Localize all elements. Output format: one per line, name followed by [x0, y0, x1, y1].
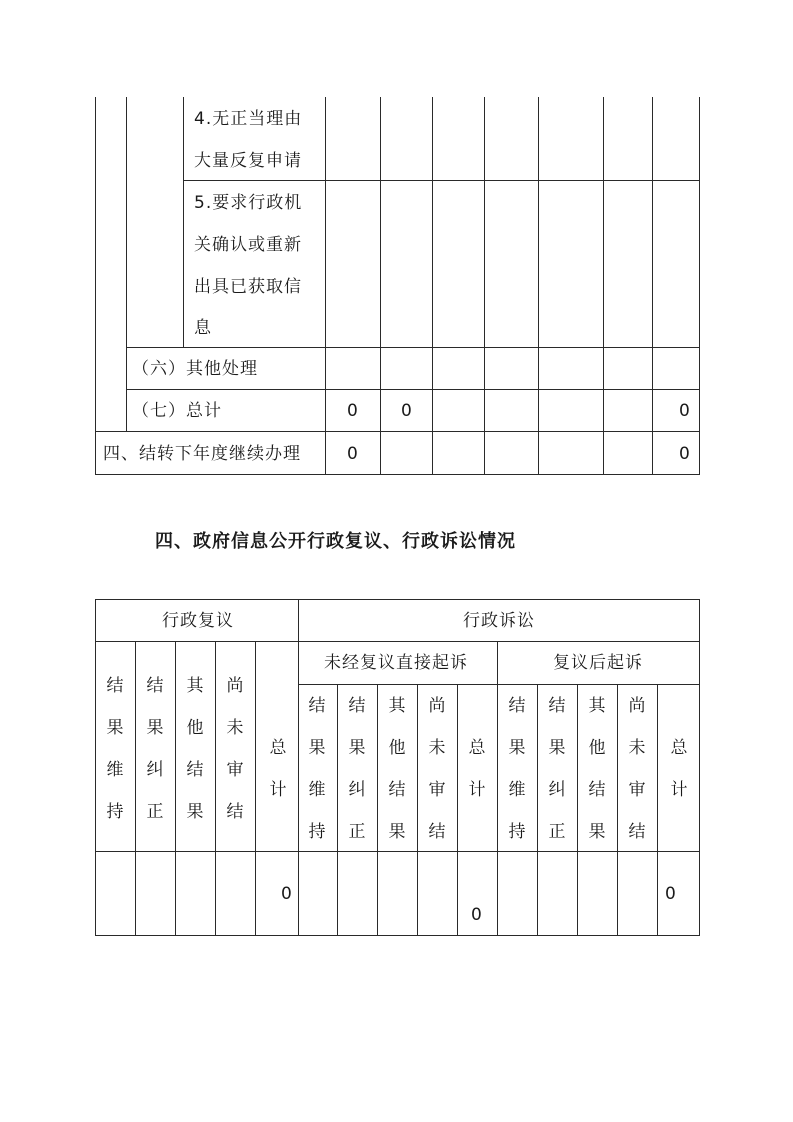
after-review-total-value: 0 — [665, 884, 676, 904]
column-header-char: 正 — [348, 822, 366, 842]
column-header-char: 审 — [226, 760, 244, 780]
row-label: （七）总计 — [132, 401, 222, 421]
grid-line — [95, 851, 699, 852]
column-header-char: 结 — [348, 696, 366, 716]
column-header-char: 果 — [588, 822, 606, 842]
column-header-char: 果 — [106, 718, 124, 738]
column-header-char: 总 — [468, 738, 486, 758]
cell-value: 0 — [401, 401, 412, 421]
column-header-char: 持 — [308, 822, 326, 842]
cell-value: 0 — [347, 401, 358, 421]
grid-line — [255, 641, 256, 936]
column-header-char: 未 — [226, 718, 244, 738]
column-header-char: 果 — [308, 738, 326, 758]
column-header-char: 果 — [348, 738, 366, 758]
row-label: 大量反复申请 — [194, 151, 302, 171]
column-header-char: 计 — [269, 780, 287, 800]
grid-line — [175, 641, 176, 936]
column-header-char: 计 — [468, 780, 486, 800]
row-label: （六）其他处理 — [132, 359, 258, 379]
column-header-char: 持 — [508, 822, 526, 842]
section-title: 四、政府信息公开行政复议、行政诉讼情况 — [155, 531, 516, 552]
column-header-char: 结 — [588, 780, 606, 800]
column-header-char: 果 — [186, 802, 204, 822]
column-header-char: 果 — [508, 738, 526, 758]
row-label: 出具已获取信 — [194, 277, 302, 297]
grid-line — [577, 684, 578, 936]
column-header-char: 果 — [146, 718, 164, 738]
litigation-header: 行政诉讼 — [463, 611, 535, 631]
grid-line — [417, 684, 418, 936]
grid-line — [537, 684, 538, 936]
column-header-char: 持 — [106, 802, 124, 822]
grid-line — [95, 935, 699, 936]
column-header-char: 结 — [428, 822, 446, 842]
grid-line — [298, 599, 299, 936]
grid-line — [298, 684, 699, 685]
column-header-char: 结 — [308, 696, 326, 716]
column-header-char: 结 — [226, 802, 244, 822]
grid-line — [699, 599, 700, 936]
row-label: 5.要求行政机 — [194, 193, 303, 213]
column-header-char: 正 — [146, 802, 164, 822]
column-header-char: 正 — [548, 822, 566, 842]
grid-line — [95, 599, 96, 936]
column-header-char: 结 — [146, 676, 164, 696]
grid-line — [337, 684, 338, 936]
grid-line — [457, 684, 458, 936]
column-header-char: 尚 — [428, 696, 446, 716]
cell-value: 0 — [679, 401, 690, 421]
grid-line — [95, 599, 699, 600]
grid-line — [95, 641, 699, 642]
cell-value: 0 — [679, 444, 690, 464]
column-header-char: 他 — [588, 738, 606, 758]
column-header-char: 审 — [428, 780, 446, 800]
grid-line — [657, 684, 658, 936]
column-header-char: 纠 — [548, 780, 566, 800]
column-header-char: 结 — [186, 760, 204, 780]
column-header-char: 结 — [628, 822, 646, 842]
column-header-char: 纠 — [146, 760, 164, 780]
grid-line — [215, 641, 216, 936]
row-label: 4.无正当理由 — [194, 109, 303, 129]
row-label: 关确认或重新 — [194, 235, 302, 255]
column-header-char: 其 — [186, 676, 204, 696]
column-header-char: 他 — [186, 718, 204, 738]
review-header: 行政复议 — [162, 611, 234, 631]
column-header-char: 尚 — [226, 676, 244, 696]
row-label: 息 — [194, 318, 212, 338]
column-header-char: 结 — [388, 780, 406, 800]
row-label: 四、结转下年度继续办理 — [103, 444, 301, 464]
column-header-char: 纠 — [348, 780, 366, 800]
column-header-char: 总 — [269, 738, 287, 758]
after-review-header: 复议后起诉 — [553, 653, 643, 673]
column-header-char: 其 — [388, 696, 406, 716]
column-header-char: 维 — [106, 760, 124, 780]
grid-line — [497, 641, 498, 936]
column-header-char: 未 — [428, 738, 446, 758]
column-header-char: 审 — [628, 780, 646, 800]
grid-line — [135, 641, 136, 936]
column-header-char: 计 — [670, 780, 688, 800]
direct-header: 未经复议直接起诉 — [324, 653, 468, 673]
column-header-char: 尚 — [628, 696, 646, 716]
column-header-char: 结 — [548, 696, 566, 716]
column-header-char: 维 — [508, 780, 526, 800]
column-header-char: 未 — [628, 738, 646, 758]
column-header-char: 总 — [670, 738, 688, 758]
grid-line — [377, 684, 378, 936]
column-header-char: 维 — [308, 780, 326, 800]
column-header-char: 结 — [508, 696, 526, 716]
column-header-char: 其 — [588, 696, 606, 716]
column-header-char: 果 — [548, 738, 566, 758]
grid-line — [617, 684, 618, 936]
direct-total-value: 0 — [471, 905, 482, 925]
column-header-char: 他 — [388, 738, 406, 758]
column-header-char: 果 — [388, 822, 406, 842]
cell-value: 0 — [347, 444, 358, 464]
column-header-char: 结 — [106, 676, 124, 696]
review-total-value: 0 — [281, 884, 292, 904]
